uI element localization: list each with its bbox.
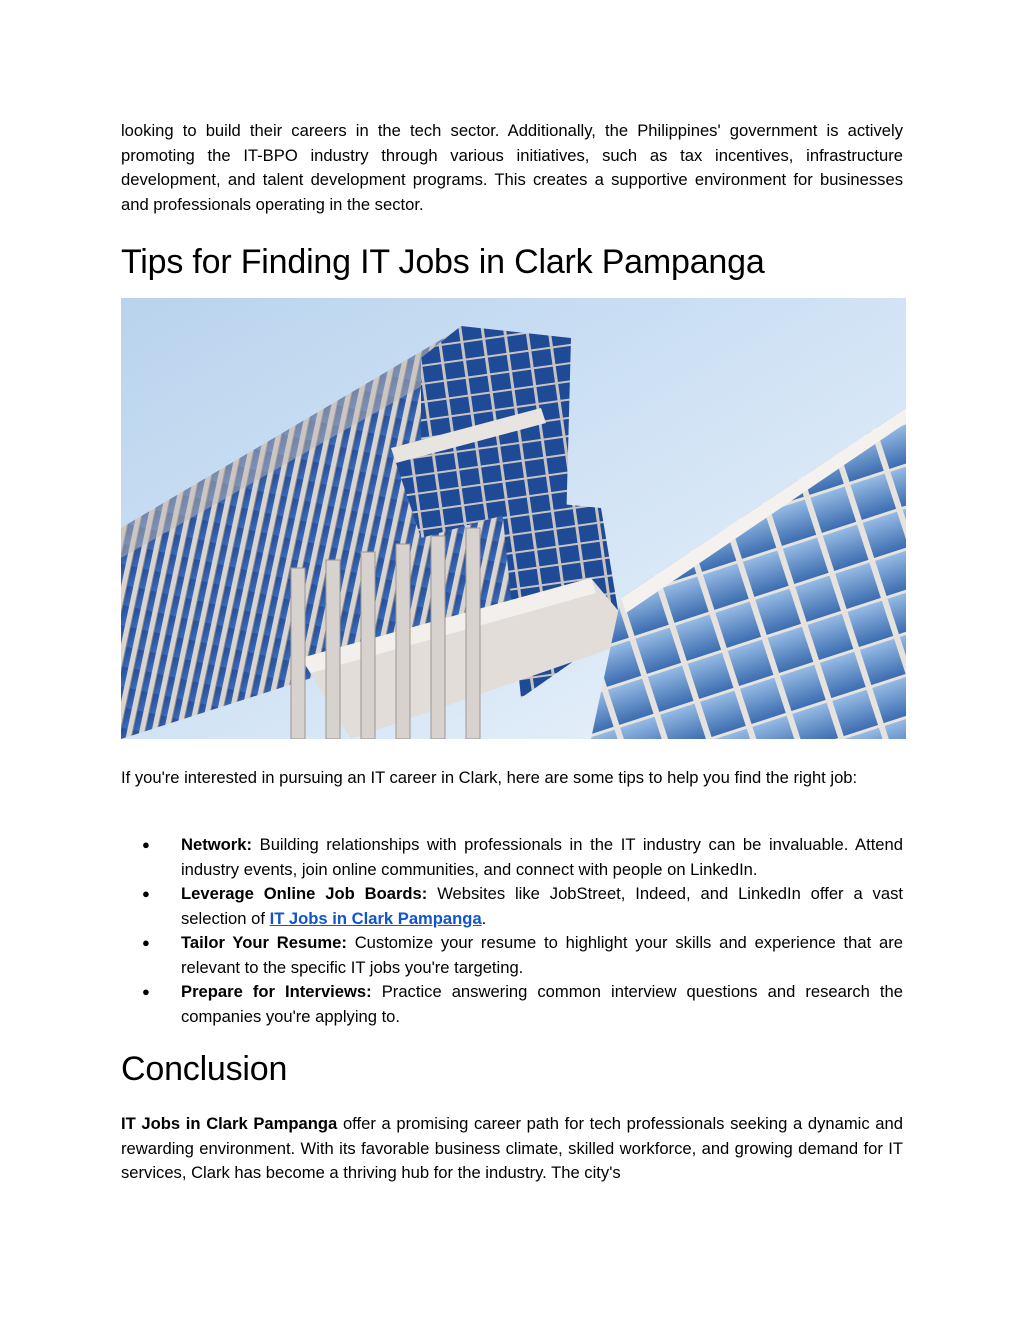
bullet-icon: ● (142, 935, 150, 950)
tips-lead-text: If you're interested in pursuing an IT career in Clark, here are some tips to help you find the right job: (121, 768, 858, 787)
intro-paragraph (121, 119, 903, 217)
tip-text-end: . (481, 908, 487, 928)
it-jobs-link[interactable]: IT Jobs in Clark Pampanga (269, 908, 482, 928)
bullet-icon: ● (142, 837, 150, 852)
conclusion-heading-wrap (121, 1049, 903, 1089)
list-item (121, 931, 903, 980)
list-item (121, 980, 903, 1029)
bullet-icon: ● (142, 886, 150, 901)
office-building-photo (121, 298, 906, 739)
intro-text: looking to build their careers in the tech sector. Additionally, the Philippines' government is actively promoting the IT-BPO industry through various initiatives, such as tax incentives, infrastructure development, and talent development programs. This creates a supportive environment for businesses and professionals operating in the sector. (121, 121, 903, 214)
list-item (121, 882, 903, 931)
conclusion-paragraph (121, 1112, 903, 1186)
tip-text: Customize your resume to highlight your skills and experience that are relevant to the specific IT jobs you're targeting. (181, 933, 903, 977)
conclusion-bold-lead: IT Jobs in Clark Pampanga (121, 1114, 338, 1133)
conclusion-text-block (121, 1112, 903, 1186)
tip-title: Tailor Your Resume: (181, 933, 347, 952)
tip-title: Network: (181, 835, 252, 854)
tip-text: Websites like JobStreet, Indeed, and LinkedIn offer a vast selection of (181, 884, 903, 928)
tips-lead-paragraph (121, 766, 903, 791)
tip-title: Prepare for Interviews: (181, 982, 372, 1001)
tips-list (121, 833, 903, 1029)
tips-heading: Tips for Finding IT Jobs in Clark Pampanga (121, 243, 765, 281)
conclusion-heading: Conclusion (121, 1050, 288, 1088)
tip-title: Leverage Online Job Boards: (181, 884, 428, 903)
list-item (121, 833, 903, 882)
bullet-icon: ● (142, 984, 150, 999)
tip-text: Practice answering common interview questions and research the companies you're applying to. (181, 982, 903, 1026)
tip-text: Building relationships with professionals in the IT industry can be invaluable. Attend industry events, join online communities, and connect with people on LinkedIn. (181, 835, 903, 879)
tips-heading-wrap (121, 242, 903, 282)
conclusion-text: offer a promising career path for tech professionals seeking a dynamic and rewarding environment. With its favorable business climate, skilled workforce, and growing demand for IT services, Clark has become a thriving hub for the industry. The city's (121, 1114, 903, 1182)
